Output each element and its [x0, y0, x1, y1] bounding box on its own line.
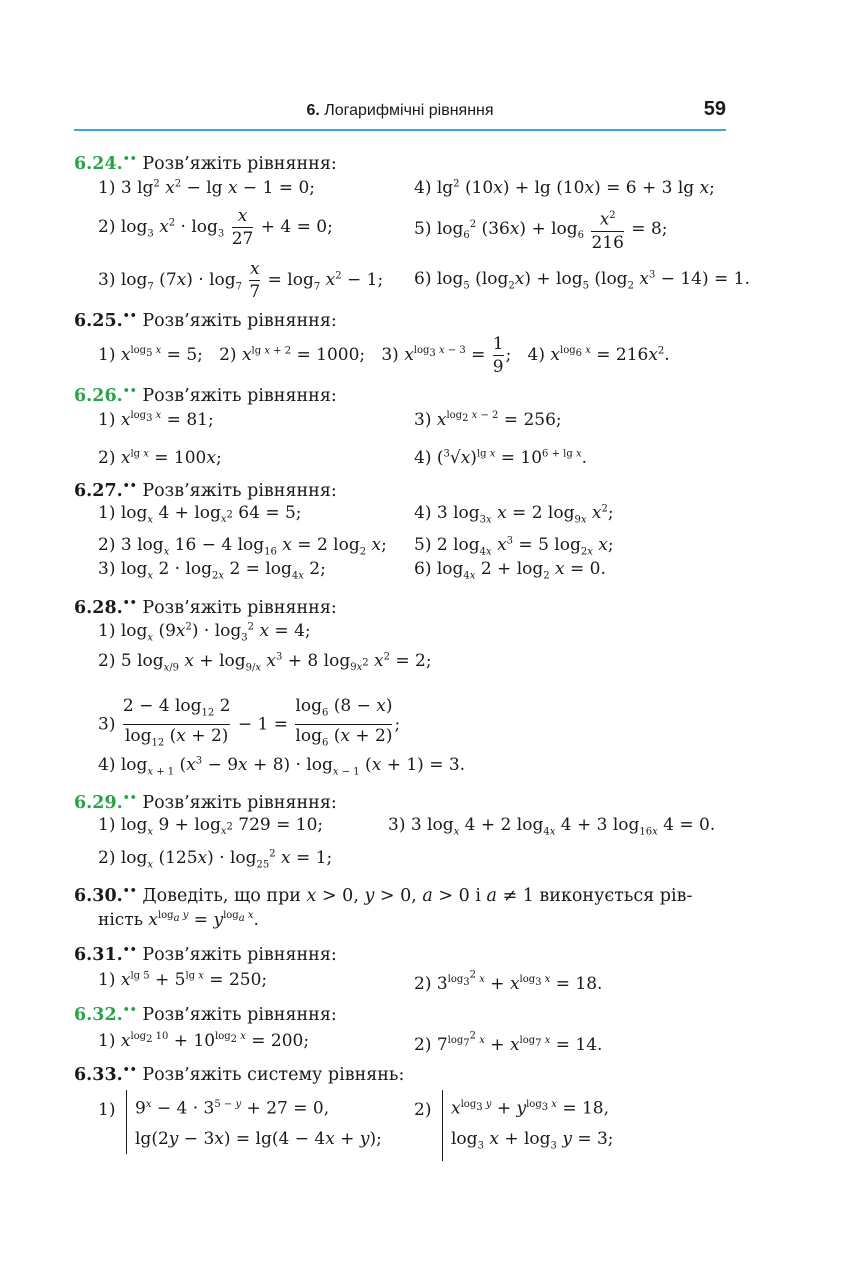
equation-6-27-4: 4) 3 $\log_{3x} x = 2$ $\log_{9x} x^2$; [414, 503, 614, 526]
equation-6-24-4: 4) $\lg^2 (10x) + \lg (10x) = 6 + 3$ lg x; [414, 178, 715, 198]
equation-6-31-2: 2) $3^{log_3^2 x} + x^{log_3 x} = 18$. [414, 970, 603, 994]
equation-6-26-2: 2) $x^{lg x} = 100x$; [98, 448, 222, 468]
equation-6-28-2: 2) 5 $\log_{x/9} x + \log_{9/x} x^3 + 8$ $\log_{9x^2} x^2 = 2$; [98, 651, 432, 674]
header-rule [74, 129, 726, 131]
problem-number: 6.32.•• [74, 1003, 137, 1025]
problem-text: Розв’яжіть рівняння: [142, 597, 337, 618]
equation-6-30: ність $x^{log_a y} = y^{log_a x}$. [98, 910, 259, 930]
problem-number: 6.26.•• [74, 384, 137, 406]
problem-6-29 [74, 791, 337, 813]
equation-6-24-2: 2) $\log_3 x^2 \cdot \log_3$ $\frac{x}{27}$ + 4 = 0; [98, 206, 333, 249]
system-label-2: 2) [414, 1100, 432, 1120]
page-number: 59 [703, 98, 726, 120]
equation-6-32-1: 1) $x^{log_2 10} + 10^{log_2 x} = 200$; [98, 1031, 310, 1051]
problem-number: 6.30.•• [74, 884, 137, 906]
problem-condition: x > 0, y > 0, a > 0 і a ≠ 1 виконується рів- [306, 885, 693, 906]
chapter-number: 6. [306, 102, 320, 119]
equation-6-27-5: 5) 2 $\log_{4x} x^3 = 5$ $\log_{2x} x$; [414, 535, 614, 558]
equation-6-31-1: 1) $x^{lg 5} + 5^{lg x} = 250$; [98, 970, 268, 990]
problem-6-33 [74, 1063, 404, 1085]
chapter-title [74, 102, 726, 120]
problem-6-26 [74, 384, 337, 406]
equation-6-27-1: 1) $\log_x 4 + \log_{x^2} 64 = 5$; [98, 503, 302, 526]
equation-6-29-1: 1) $\log_x 9 + \log_{x^2} 729 = 10$; [98, 815, 324, 838]
equation-6-26-4: 4) $(^3√x)^{lg x} = 10^{6 + lg x}$. [414, 448, 587, 468]
chapter-name: Логарифмічні рівняння [324, 102, 494, 119]
equation-6-32-2: 2) $7^{log_7^2 x} + x^{log_7 x} = 14$. [414, 1031, 603, 1055]
problem-text: Розв’яжіть систему рівнянь: [142, 1064, 405, 1085]
problem-text: Доведіть, що при [142, 885, 301, 906]
problem-number: 6.31.•• [74, 943, 137, 965]
equation-6-28-3: 3) $\frac{2 - 4 \log_{12} 2}{\log_{12} (x + 2)}$ − 1 = $\frac{\log_6 (8 - x)}{\log_6 (x + 2)}$ ; [98, 696, 401, 749]
equation-6-27-2: 2) 3 $\log_x 16 - 4$ $\log_{16} x = 2$ $\log_2 x$; [98, 535, 387, 558]
problem-number: 6.25.•• [74, 309, 137, 331]
problem-6-27 [74, 479, 337, 501]
equation-6-24-6: 6) $\log_5 (\log_2x) + \log_5 (\log_2$ $x^3 - 14) = 1$. [414, 269, 750, 292]
equation-6-29-3: 3) 3 $\log_x 4 + 2$ $\log_{4x} 4 + 3$ $\log_{16x} 4 = 0$. [388, 815, 716, 838]
problem-6-32 [74, 1003, 337, 1025]
problem-6-24 [74, 152, 337, 174]
equation-6-27-3: 3) $\log_x 2 \cdot \log_{2x} 2 = \log_{4x} 2$; [98, 559, 326, 582]
problem-number: 6.24.•• [74, 152, 137, 174]
equation-6-28-1: 1) $\log_x (9x^2) \cdot \log_3^2 x = 4$; [98, 621, 311, 644]
system-label-1: 1) [98, 1100, 116, 1120]
problem-6-30 [74, 884, 692, 906]
system-6-33-2: $x^{log_3 y} + y^{log_3 x} = 18$, $\log_3 x + \log_3 y = 3$; [442, 1090, 614, 1161]
problem-text: Розв’яжіть рівняння: [142, 153, 337, 174]
page-header [74, 98, 726, 128]
problem-text: Розв’яжіть рівняння: [142, 310, 337, 331]
problem-text: Розв’яжіть рівняння: [142, 385, 337, 406]
problem-6-31 [74, 943, 337, 965]
equation-6-29-2: 2) $\log_x (125x) \cdot \log_{25}^2 x = 1$; [98, 848, 333, 871]
equation-6-25: 1) $x^{log_5 x} = 5$; 2) $x^{lg x + 2} = 1000$; 3) $x^{log_3 x - 3}$ = $\frac{1}{9}$ ; 4) $x^{log_6 x} = 216x^2$. [98, 334, 670, 377]
problem-number: 6.33.•• [74, 1063, 137, 1085]
problem-number: 6.27.•• [74, 479, 137, 501]
problem-number: 6.29.•• [74, 791, 137, 813]
problem-text: Розв’яжіть рівняння: [142, 944, 337, 965]
system-6-33-1: $9^x - 4 \cdot 3^{5 - y} + 27 = 0$, lg(2y − 3x) = lg(4 − 4x + y); [126, 1090, 382, 1154]
equation-6-24-5: 5) $\log_6^2 (36x) + \log_6$ $\frac{x^2}{216}$ = 8; [414, 205, 668, 254]
equation-6-24-1: 1) 3 $\lg^2 x^2 - \lg x - 1 = 0$; [98, 178, 315, 198]
problem-number: 6.28.•• [74, 596, 137, 618]
equation-6-28-4: 4) $\log_{x + 1} (x^3 - 9x + 8) \cdot \log_{x - 1} (x + 1) = 3$. [98, 755, 466, 778]
equation-6-26-1: 1) $x^{log_3 x} = 81$; [98, 410, 214, 430]
equation-6-24-3: 3) $\log_7 (7x) \cdot \log_7$ $\frac{x}{7}$ = $\log_7 x^2 - 1$; [98, 259, 384, 302]
problem-6-28 [74, 596, 337, 618]
problem-text: Розв’яжіть рівняння: [142, 792, 337, 813]
problem-6-25 [74, 309, 337, 331]
equation-6-26-3: 3) $x^{log_2 x - 2} = 256$; [414, 410, 562, 430]
equation-6-27-6: 6) $\log_{4x} 2 + \log_2 x = 0$. [414, 559, 606, 582]
problem-text: Розв’яжіть рівняння: [142, 1004, 337, 1025]
problem-text: Розв’яжіть рівняння: [142, 480, 337, 501]
